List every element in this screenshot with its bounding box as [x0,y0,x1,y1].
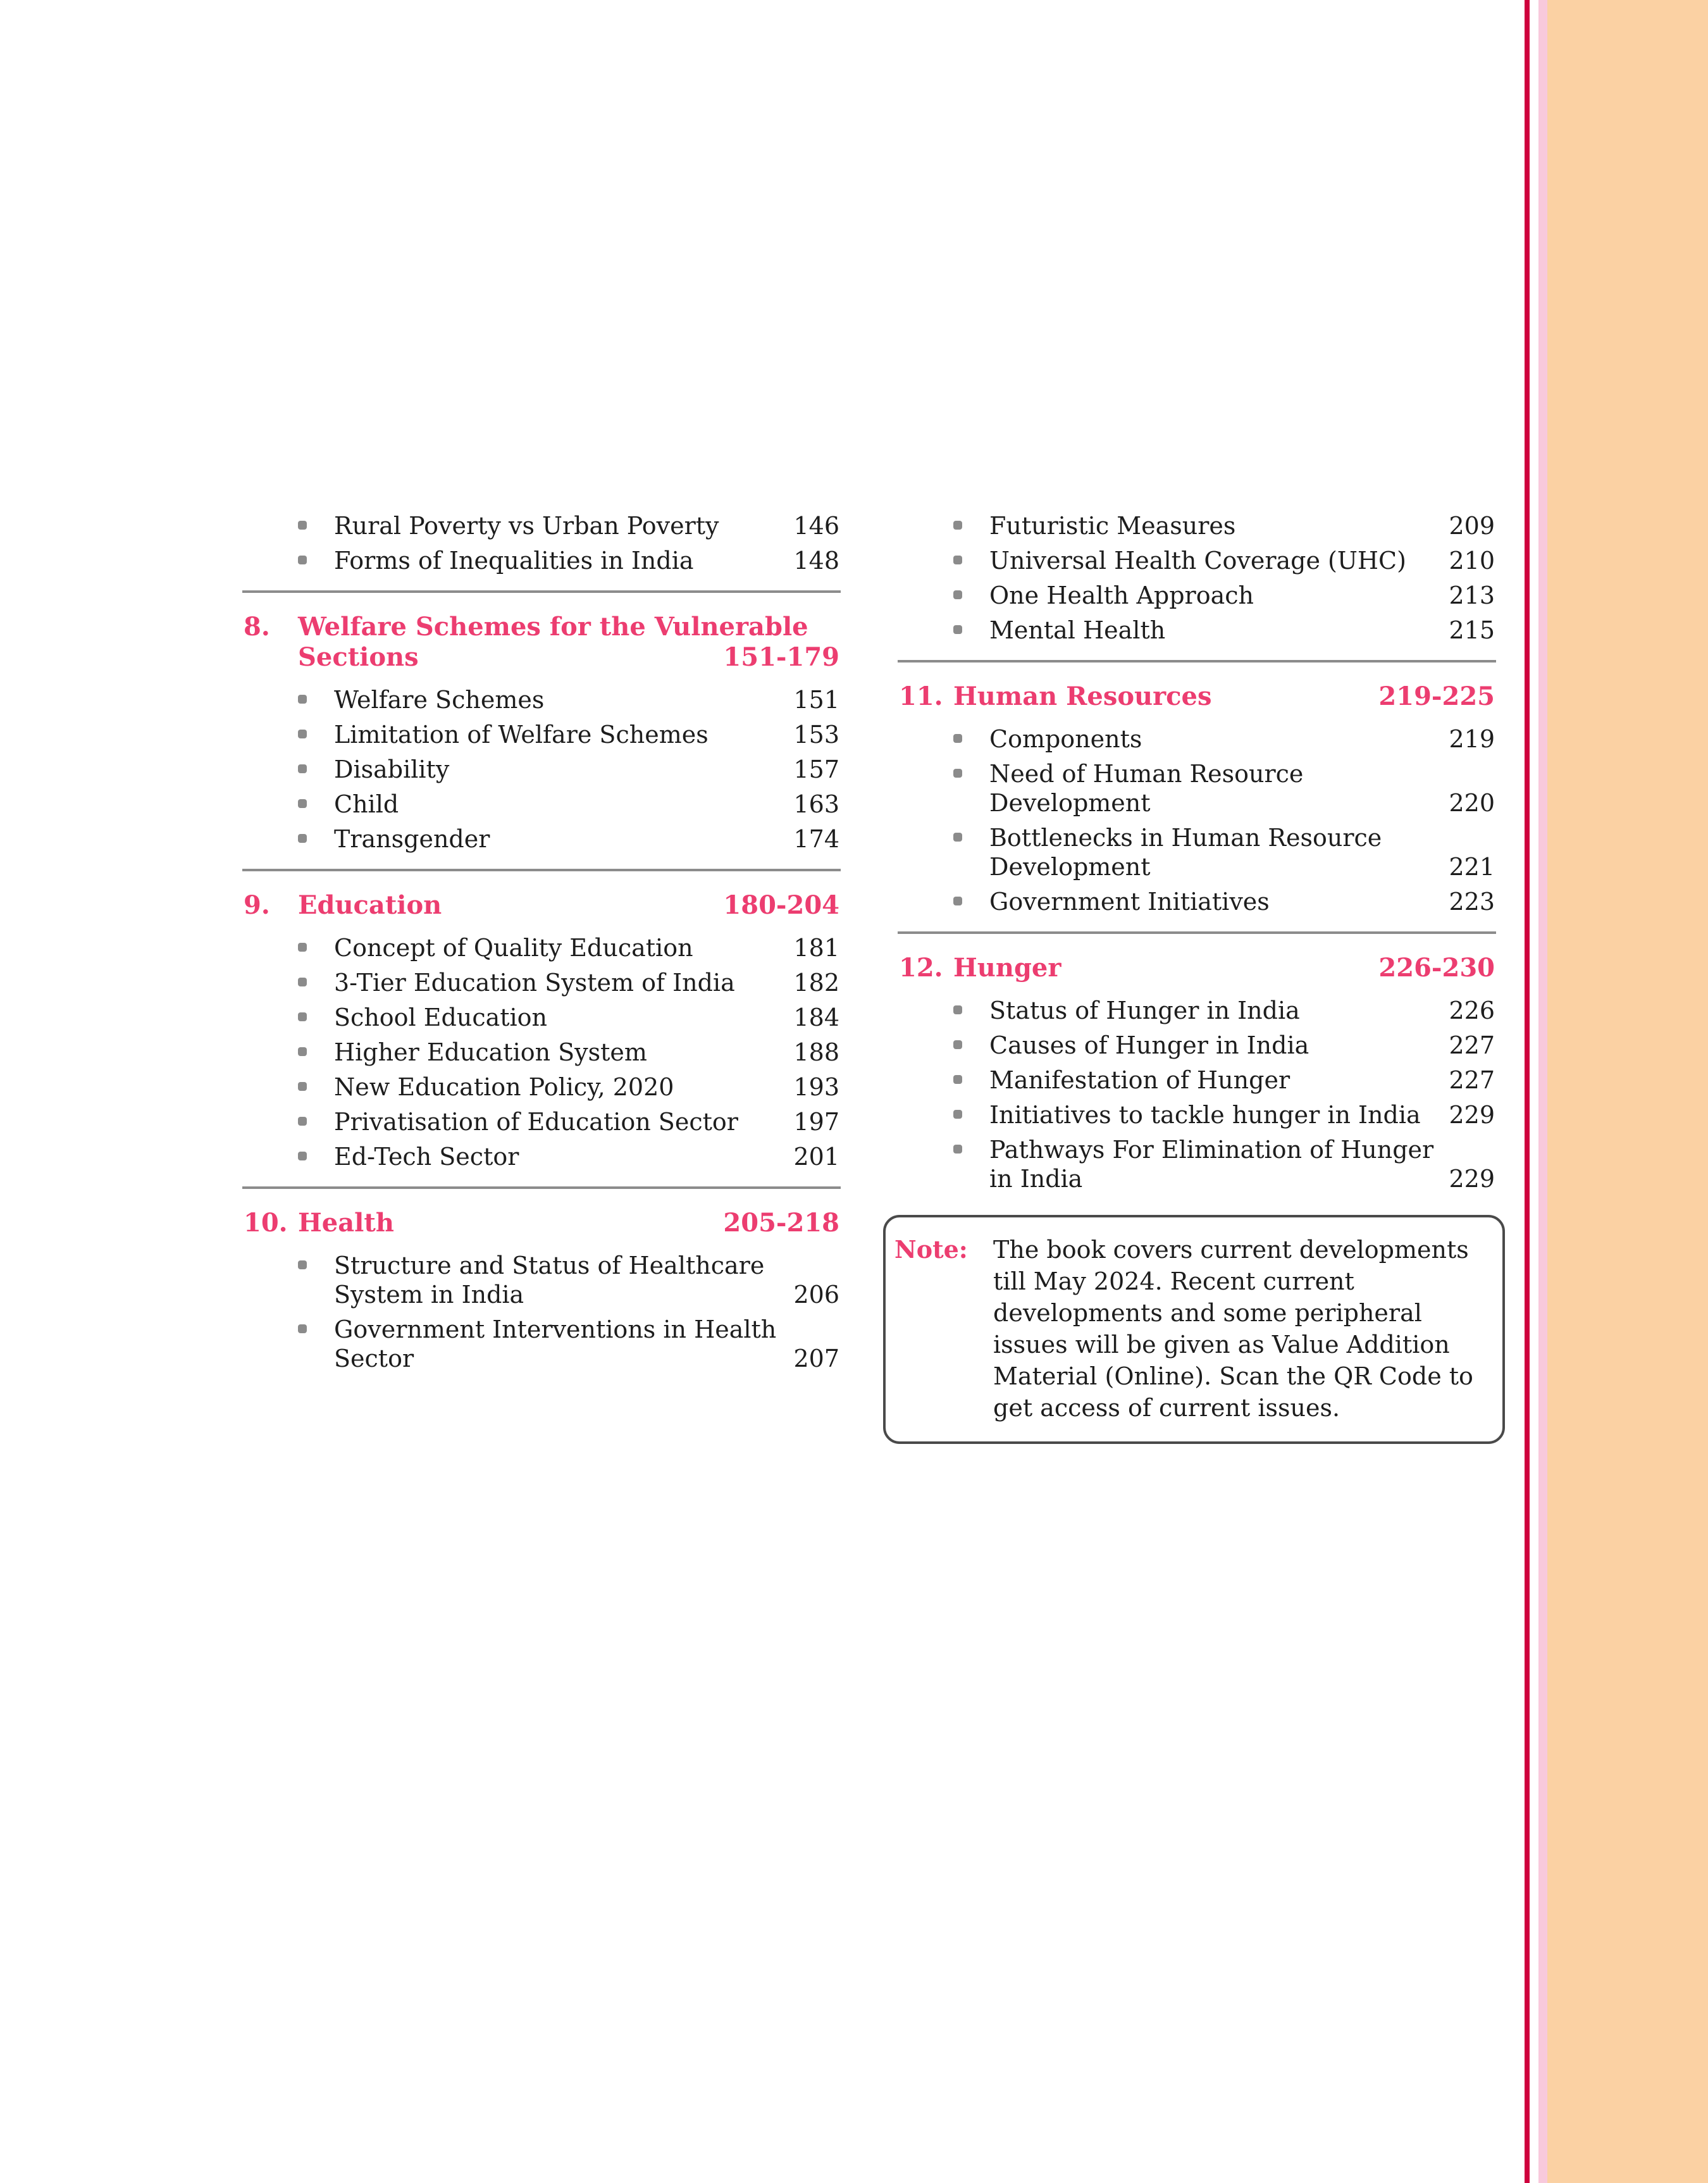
toc-entry [898,887,1496,916]
section-title: Health [298,1208,394,1238]
entry-page-number: 151 [793,686,839,714]
toc-entry [898,546,1496,575]
toc-entry [898,511,1496,540]
entry-label: Government Interventions in Health Sector [334,1315,777,1372]
entry-page-number: 197 [793,1108,839,1136]
bullet-icon [298,943,307,952]
entry-label: Structure and Status of Healthcare System in India [334,1252,765,1309]
entry-page-number: 207 [793,1345,839,1372]
bullet-icon [298,978,307,986]
bullet-icon [953,1110,962,1119]
bullet-icon [298,521,307,530]
entry-label: Status of Hunger in India [989,997,1300,1024]
bullet-icon [953,521,962,530]
toc-entry [242,933,841,962]
bullet-icon [298,1152,307,1160]
entry-page-number: 221 [1449,853,1495,881]
entry-page-number: 220 [1449,789,1495,817]
section-page-range: 219-225 [1378,681,1495,711]
section-page-range: 180-204 [723,890,839,920]
entry-page-number: 181 [793,934,839,962]
bullet-icon [953,1040,962,1049]
toc-entry [898,823,1496,881]
entry-page-number: 215 [1449,616,1495,644]
page-edge-crimson-line [1525,0,1530,2183]
bullet-icon [953,590,962,599]
toc-entry [898,1066,1496,1095]
bullet-icon [298,1324,307,1333]
entry-label: Rural Poverty vs Urban Poverty [334,512,719,540]
entry-page-number: 227 [1449,1066,1495,1094]
bullet-icon [298,1117,307,1126]
section-divider [242,590,841,593]
toc-entry [242,968,841,997]
entry-page-number: 174 [793,825,839,853]
bullet-icon [953,1145,962,1154]
bullet-icon [298,695,307,704]
toc-entry [898,996,1496,1025]
toc-column-left [242,511,841,1444]
entry-page-number: 188 [793,1038,839,1066]
bullet-icon [953,897,962,905]
entry-page-number: 223 [1449,888,1495,916]
section-title: Human Resources [953,681,1212,711]
section-divider [898,931,1496,934]
entry-label: Initiatives to tackle hunger in India [989,1101,1421,1129]
entry-page-number: 227 [1449,1031,1495,1059]
entry-label: One Health Approach [989,582,1254,609]
entry-label: Ed-Tech Sector [334,1143,519,1171]
section-title: Education [298,890,442,920]
entry-label: Disability [334,756,450,783]
entry-label: School Education [334,1004,548,1031]
entry-label: Concept of Quality Education [334,934,693,962]
section-number: 11. [899,681,943,711]
entry-label: Manifestation of Hunger [989,1066,1290,1094]
bullet-icon [298,1012,307,1021]
toc-entry [898,725,1496,754]
toc-entry [242,1251,841,1309]
entry-label: Child [334,790,399,818]
page-edge-peach-margin [1547,0,1708,2183]
toc-entry [898,1031,1496,1060]
section-heading [242,1208,841,1238]
toc-entry [242,1003,841,1032]
section-heading [242,612,841,673]
toc-entry [898,1135,1496,1193]
section-heading [898,953,1496,983]
entry-label: Mental Health [989,616,1166,644]
entry-label: 3-Tier Education System of India [334,969,735,997]
toc-entry [242,1142,841,1171]
toc-entry [898,1100,1496,1129]
toc-column-right [894,511,1496,1444]
bullet-icon [298,556,307,564]
toc-entry [898,759,1496,818]
entry-label: New Education Policy, 2020 [334,1073,674,1101]
entry-page-number: 209 [1449,512,1495,540]
section-heading [898,681,1496,712]
entry-label: Welfare Schemes [334,686,545,714]
entry-page-number: 153 [793,721,839,749]
section-number: 9. [244,890,270,920]
entry-label: Futuristic Measures [989,512,1236,540]
entry-label: Forms of Inequalities in India [334,547,694,575]
toc-entry [242,720,841,749]
section-heading [242,890,841,921]
toc-entry [898,581,1496,610]
section-number: 10. [244,1208,288,1238]
toc-entry [242,1038,841,1067]
section-number: 8. [244,612,270,642]
toc-entry [242,1107,841,1136]
entry-label: Higher Education System [334,1038,647,1066]
entry-label: Pathways For Elimination of Hunger in India [989,1136,1434,1193]
entry-label: Bottlenecks in Human Resource Development [989,824,1382,881]
toc-entry [242,824,841,854]
section-page-range: 151-179 [723,642,839,672]
entry-label: Privatisation of Education Sector [334,1108,738,1136]
bullet-icon [298,1047,307,1056]
entry-page-number: 219 [1449,725,1495,753]
bullet-icon [953,1005,962,1014]
toc-entry [242,685,841,714]
toc-entry [242,546,841,575]
entry-page-number: 226 [1449,997,1495,1024]
entry-page-number: 206 [793,1281,839,1309]
bullet-icon [953,769,962,778]
note-label: Note: [894,1235,968,1264]
entry-label: Government Initiatives [989,888,1270,916]
bullet-icon [298,799,307,808]
section-title: Welfare Schemes for the Vulnerable Sections [298,612,808,672]
toc-columns [242,511,1496,1444]
bullet-icon [953,625,962,634]
section-divider [242,869,841,871]
section-number: 12. [899,953,943,983]
page-edge-pink-strip [1538,0,1547,2183]
entry-page-number: 184 [793,1004,839,1031]
toc-entry [242,511,841,540]
entry-label: Limitation of Welfare Schemes [334,721,709,749]
toc-entry [898,616,1496,645]
bullet-icon [953,1075,962,1084]
section-divider [898,660,1496,662]
bullet-icon [298,834,307,843]
section-page-range: 205-218 [723,1208,839,1238]
bullet-icon [953,833,962,842]
bullet-icon [298,1260,307,1269]
entry-page-number: 157 [793,756,839,783]
toc-entry [242,1315,841,1373]
note-text: The book covers current developments till May 2024. Recent current developments and some peripheral issues will be given as Value Addition Material (Online). Scan the QR Code to get access of current issues. [993,1236,1473,1422]
bullet-icon [953,556,962,564]
entry-page-number: 148 [793,547,839,575]
section-page-range: 226-230 [1378,953,1495,983]
bullet-icon [953,734,962,743]
toc-entry [242,755,841,784]
entry-label: Universal Health Coverage (UHC) [989,547,1406,575]
entry-page-number: 182 [793,969,839,997]
entry-page-number: 213 [1449,582,1495,609]
entry-page-number: 229 [1449,1101,1495,1129]
entry-page-number: 193 [793,1073,839,1101]
note-box [883,1215,1505,1444]
entry-page-number: 201 [793,1143,839,1171]
entry-page-number: 163 [793,790,839,818]
toc-entry [242,1073,841,1102]
bullet-icon [298,1082,307,1091]
bullet-icon [298,730,307,738]
entry-page-number: 210 [1449,547,1495,575]
section-divider [242,1186,841,1189]
entry-page-number: 146 [793,512,839,540]
bullet-icon [298,764,307,773]
entry-label: Components [989,725,1142,753]
entry-label: Causes of Hunger in India [989,1031,1309,1059]
toc-entry [242,790,841,819]
entry-label: Need of Human Resource Development [989,760,1304,817]
entry-page-number: 229 [1449,1165,1495,1193]
section-title: Hunger [953,953,1061,983]
entry-label: Transgender [334,825,490,853]
